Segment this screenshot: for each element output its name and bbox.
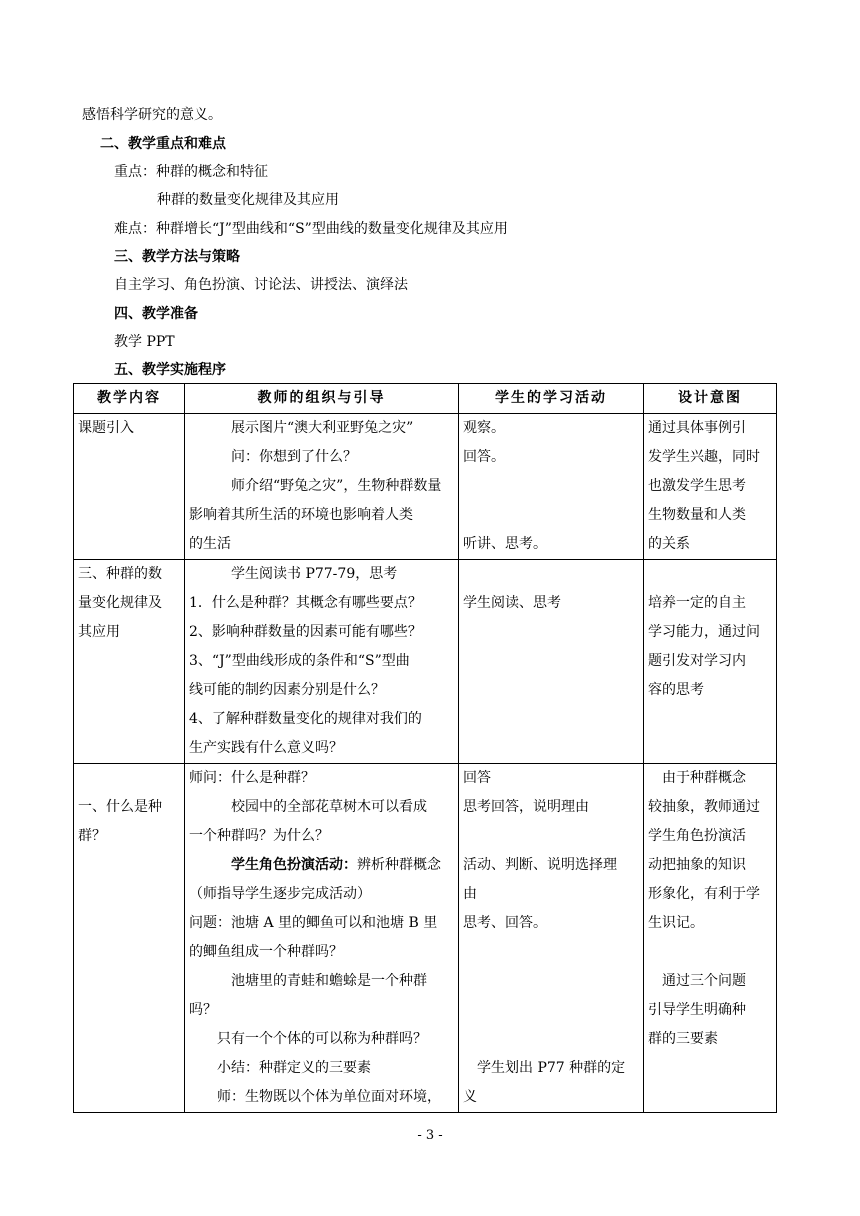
- cell-text: 三、种群的数: [78, 566, 162, 582]
- section4-heading: 四、教学准备: [114, 306, 198, 322]
- row3-intent: [644, 764, 777, 1113]
- intro-line: 感悟科学研究的意义。: [82, 107, 222, 123]
- page-number: - 3 -: [417, 1128, 443, 1143]
- cell-text: 也激发学生思考: [648, 478, 746, 494]
- header-student: 学生的学习活动: [459, 384, 644, 414]
- key-points-line1: 重点：种群的概念和特征: [114, 164, 268, 180]
- cell-text: 题引发对学习内: [648, 653, 746, 669]
- cell-text: 通过三个问题: [662, 973, 746, 989]
- cell-text: 4、了解种群数量变化的规律对我们的: [189, 711, 422, 727]
- row1-intent: [644, 414, 777, 560]
- cell-text: 影响着其所生活的环境也影响着人类: [189, 507, 413, 523]
- cell-text: 学生角色扮演活: [648, 828, 746, 844]
- cell-text: 的鲫鱼组成一个种群吗？: [189, 944, 343, 960]
- row1-teacher: [185, 414, 459, 560]
- cell-text: 动把抽象的知识: [648, 857, 746, 873]
- cell-text: 义: [463, 1089, 477, 1105]
- cell-text: 较抽象，教师通过: [648, 799, 760, 815]
- cell-text: 培养一定的自主: [648, 595, 746, 611]
- cell-text: 的生活: [189, 536, 231, 552]
- cell-text: 师介绍“野兔之灾”，生物种群数量: [231, 478, 442, 494]
- cell-text: 听讲、思考。: [463, 536, 547, 552]
- section3-heading: 三、教学方法与策略: [114, 249, 240, 265]
- cell-text: 回答: [463, 770, 491, 786]
- row3-student: [459, 764, 644, 1113]
- table-header-row: [74, 384, 777, 414]
- cell-text: 群？: [78, 828, 106, 844]
- row1-content: [74, 414, 185, 560]
- cell-text: 通过具体事例引: [648, 420, 746, 436]
- cell-text: 3、“J”型曲线形成的条件和“S”型曲: [189, 653, 410, 669]
- cell-text: 的关系: [648, 536, 690, 552]
- cell-text: 只有一个个体的可以称为种群吗？: [217, 1031, 427, 1047]
- key-points-line2: 种群的数量变化规律及其应用: [157, 192, 339, 208]
- cell-text: 线可能的制约因素分别是什么？: [189, 682, 385, 698]
- row2-teacher: [185, 560, 459, 764]
- cell-text: （师指导学生逐步完成活动）: [189, 886, 371, 902]
- table-row: [74, 764, 777, 1113]
- row1-student: [459, 414, 644, 560]
- cell-text: 2、影响种群数量的因素可能有哪些？: [189, 624, 422, 640]
- row2-student: [459, 560, 644, 764]
- row3-content: [74, 764, 185, 1113]
- cell-text: 回答。: [463, 449, 505, 465]
- cell-text: 小结：种群定义的三要素: [217, 1060, 371, 1076]
- cell-text: 活动、判断、说明选择理: [463, 857, 617, 873]
- cell-text: 学生阅读、思考: [463, 595, 561, 611]
- cell-text: 其应用: [78, 624, 120, 640]
- header-teacher: 教师的组织与引导: [185, 384, 459, 414]
- cell-text: 量变化规律及: [78, 595, 162, 611]
- cell-text: 1．什么是种群？其概念有哪些要点？: [189, 595, 422, 611]
- cell-text: 校园中的全部花草树木可以看成: [231, 799, 427, 815]
- row2-intent: [644, 560, 777, 764]
- cell-text: 引导学生明确种: [648, 1002, 746, 1018]
- section5-heading: 五、教学实施程序: [114, 362, 226, 378]
- header-intent: 设计意图: [644, 384, 777, 414]
- table-row: [74, 560, 777, 764]
- section3-text: 自主学习、角色扮演、讨论法、讲授法、演绎法: [114, 277, 408, 293]
- cell-text: 池塘里的青蛙和蟾蜍是一个种群: [231, 973, 427, 989]
- cell-text: 辨析种群概念: [357, 857, 441, 873]
- row2-content: [74, 560, 185, 764]
- cell-text: 师：生物既以个体为单位面对环境，: [217, 1089, 441, 1105]
- cell-text: 群的三要素: [648, 1031, 718, 1047]
- section4-text: 教学 PPT: [114, 334, 175, 350]
- table-row: [74, 414, 777, 560]
- cell-text: 由: [463, 886, 477, 902]
- section2-heading: 二、教学重点和难点: [100, 136, 226, 152]
- cell-text: 生产实践有什么意义吗？: [189, 740, 343, 756]
- cell-text: 课题引入: [78, 420, 134, 436]
- cell-text: 由于种群概念: [662, 770, 746, 786]
- cell-text: 形象化，有利于学: [648, 886, 760, 902]
- cell-text: 思考、回答。: [463, 915, 547, 931]
- lesson-plan-table: [73, 383, 777, 1113]
- row3-teacher: [185, 764, 459, 1113]
- cell-text: 思考回答，说明理由: [463, 799, 589, 815]
- cell-text: 学生阅读书 P77-79，思考: [231, 566, 398, 582]
- cell-text: 生物数量和人类: [648, 507, 746, 523]
- cell-text: 问：你想到了什么？: [231, 449, 357, 465]
- cell-text: 学生划出 P77 种群的定: [477, 1060, 626, 1076]
- cell-text: 吗？: [189, 1002, 217, 1018]
- cell-text: 容的思考: [648, 682, 704, 698]
- cell-text: 一、什么是种: [78, 799, 162, 815]
- cell-text: 一个种群吗？为什么？: [189, 828, 329, 844]
- header-content: 教学内容: [74, 384, 185, 414]
- cell-text: 师问：什么是种群？: [189, 770, 315, 786]
- difficult-points: 难点：种群增长“J”型曲线和“S”型曲线的数量变化规律及其应用: [114, 221, 508, 237]
- role-play-label: 学生角色扮演活动：: [231, 857, 357, 873]
- cell-text: 学习能力，通过问: [648, 624, 760, 640]
- cell-text: 观察。: [463, 420, 505, 436]
- cell-text: 展示图片“澳大利亚野兔之灾”: [231, 420, 414, 436]
- cell-text: 生识记。: [648, 915, 704, 931]
- cell-text: 问题：池塘 A 里的鲫鱼可以和池塘 B 里: [189, 915, 438, 931]
- cell-text: 发学生兴趣，同时: [648, 449, 760, 465]
